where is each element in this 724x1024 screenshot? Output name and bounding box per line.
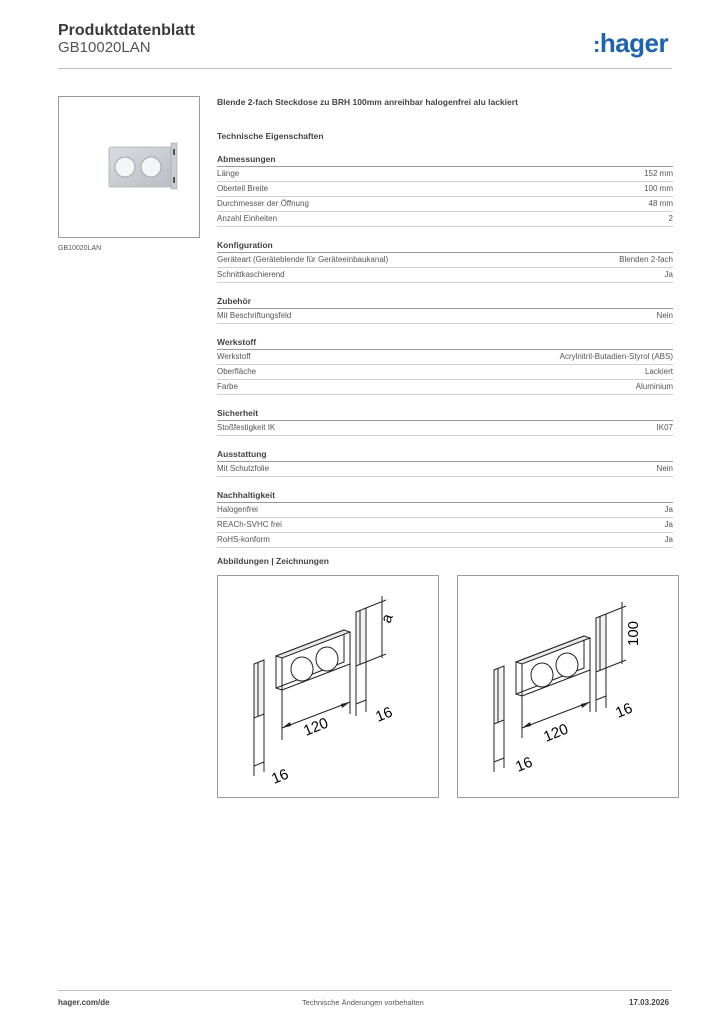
technical-drawing-2 (458, 576, 678, 797)
section-title: Abmessungen (217, 152, 673, 167)
technical-drawing-1 (218, 576, 438, 797)
section-title: Sicherheit (217, 406, 673, 421)
product-title: Blende 2-fach Steckdose zu BRH 100mm anreihbar halogenfrei alu lackiert (217, 97, 518, 107)
table-row (217, 503, 673, 518)
product-code: GB10020LAN (58, 39, 151, 56)
figures-title: Abbildungen | Zeichnungen (217, 556, 329, 566)
dim-side-label: 16 (613, 699, 635, 722)
row-label: RoHS-konform (217, 535, 270, 544)
drawing-2 (457, 575, 679, 798)
row-label: Oberteil Breite (217, 184, 269, 193)
table-row (217, 197, 673, 212)
footer-website: hager.com/de (58, 998, 110, 1007)
footer-divider (58, 990, 672, 991)
table-row (217, 167, 673, 182)
photo-caption: GB10020LAN (58, 245, 102, 252)
dim-side-label: 16 (373, 703, 395, 726)
row-value: Nein (656, 464, 673, 473)
row-value: Aluminium (635, 382, 673, 391)
row-value: Acrylnitril-Butadien-Styrol (ABS) (559, 352, 673, 361)
row-label: Halogenfrei (217, 505, 258, 514)
footer-date: 17.03.2026 (629, 998, 670, 1007)
row-value: Ja (664, 270, 673, 279)
row-value: 2 (668, 214, 673, 223)
table-row (217, 380, 673, 395)
row-value: Ja (664, 520, 673, 529)
section-title: Zubehör (217, 294, 673, 309)
row-value: Ja (664, 505, 673, 514)
row-value: Nein (656, 311, 673, 320)
section-zubehoer (217, 294, 673, 324)
row-value: IK07 (656, 423, 673, 432)
section-ausstattung (217, 447, 673, 477)
dim-a-label: a (377, 611, 397, 626)
logo-text: hager (599, 28, 669, 58)
dim-height-label: 100 (625, 620, 642, 646)
section-sicherheit (217, 406, 673, 436)
properties-table (217, 152, 673, 559)
table-row (217, 309, 673, 324)
table-row (217, 182, 673, 197)
row-value: 152 mm (644, 169, 673, 178)
row-label: Werkstoff (217, 352, 251, 361)
row-value: Ja (664, 535, 673, 544)
row-label: Länge (217, 169, 240, 178)
row-label: Geräteart (Geräteblende für Geräteeinbaukanal) (217, 255, 389, 264)
row-label: Schnittkaschierend (217, 270, 285, 279)
table-row (217, 253, 673, 268)
page-title: Produktdatenblatt (58, 22, 195, 39)
tech-properties-title: Technische Eigenschaften (217, 131, 324, 141)
table-row (217, 268, 673, 283)
row-label: REACh-SVHC frei (217, 520, 282, 529)
dim-bottom-label: 16 (513, 753, 535, 776)
section-konfiguration (217, 238, 673, 283)
row-label: Stoßfestigkeit IK (217, 423, 276, 432)
table-row (217, 533, 673, 548)
section-nachhaltigkeit (217, 488, 673, 548)
table-row (217, 350, 673, 365)
hager-logo (593, 28, 668, 59)
row-value: Blenden 2-fach (619, 255, 673, 264)
row-label: Anzahl Einheiten (217, 214, 278, 223)
table-row (217, 462, 673, 477)
section-title: Ausstattung (217, 447, 673, 462)
section-title: Nachhaltigkeit (217, 488, 673, 503)
header-divider (58, 68, 672, 69)
product-photo-image (59, 97, 199, 237)
row-value: 48 mm (648, 199, 673, 208)
dim-width-label: 120 (301, 714, 331, 740)
logo-dots-icon: : (593, 32, 600, 57)
row-label: Durchmesser der Öffnung (217, 199, 309, 208)
row-label: Mit Schutzfolie (217, 464, 270, 473)
row-label: Mit Beschriftungsfeld (217, 311, 292, 320)
section-abmessungen (217, 152, 673, 227)
drawing-1 (217, 575, 439, 798)
footer-notice: Technische Änderungen vorbehalten (302, 998, 424, 1007)
section-title: Konfiguration (217, 238, 673, 253)
table-row (217, 421, 673, 436)
row-value: 100 mm (644, 184, 673, 193)
section-title: Werkstoff (217, 335, 673, 350)
dim-bottom-label: 16 (269, 765, 291, 788)
row-label: Oberfläche (217, 367, 257, 376)
section-werkstoff (217, 335, 673, 395)
product-photo (58, 96, 200, 238)
table-row (217, 518, 673, 533)
table-row (217, 365, 673, 380)
dim-width-label: 120 (541, 720, 571, 746)
row-value: Lackiert (644, 367, 673, 376)
row-label: Farbe (217, 382, 238, 391)
table-row (217, 212, 673, 227)
